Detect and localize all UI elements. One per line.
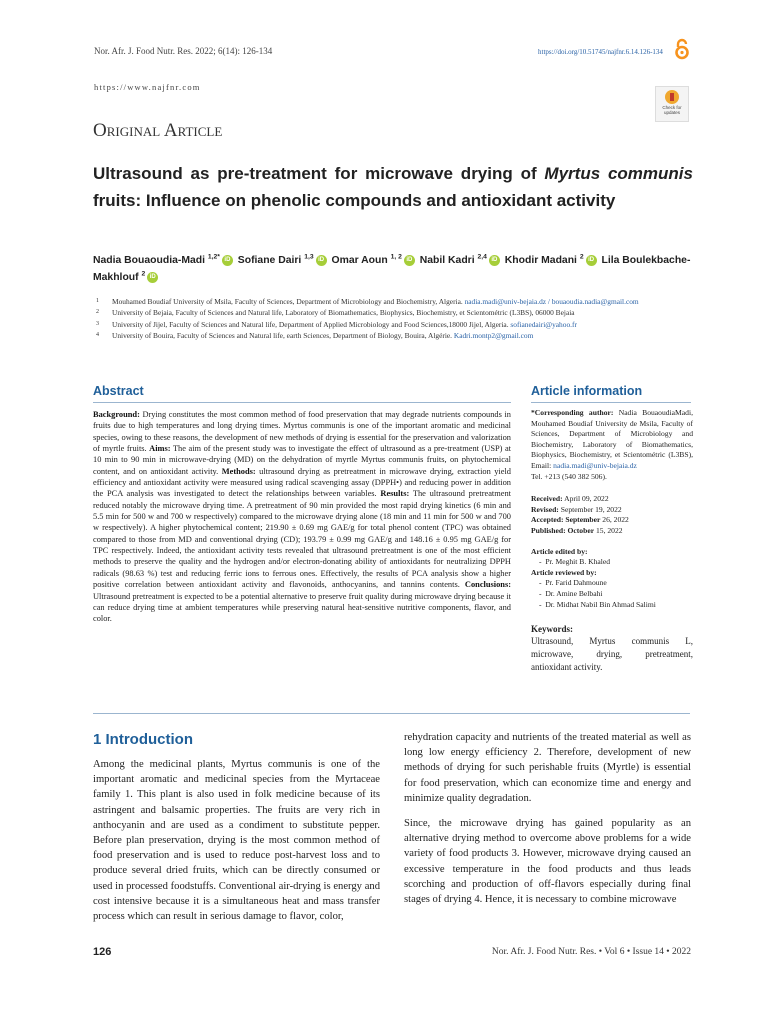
introduction-paragraph: Among the medicinal plants, Myrtus communis is one of the important aromatic and medicinal species from the Myrtaceae family 1. This plant is also used in folk medicine because of its astringent and balsamic properties. The fruits are very rich in anthocyanin and are used as a condiment to substitute pepper. Before plan preservation, drying is the most common method of food preservation and is used to reduce post-harvest loss and to produce several dried fruits, which can be directly consumed or used in processed foodstuffs. Conventional air-drying is energy and cost intensive because it is a simultaneous heat and mass transfer process which can result in serious damage to flavor, color, — [93, 759, 380, 923]
author-name: Khodir Madani — [504, 255, 577, 266]
abstract-background: Drying constitutes the most common method of food preservation that may degrade nutrients compounds in fruits due to high temperatures and long drying times. Myrtus communis is one of the important aromatic and medicinal species, owing to these reasons, the development of new methods of drying is essential for the preservation and valorization of myrtle fruits. — [93, 410, 511, 454]
keywords: Ultrasound, Myrtus communis L, microwave, drying, pretreatment, antioxidant activity. — [531, 635, 693, 672]
reviewer-item: - Pr. Farid Dahmoune — [539, 578, 607, 588]
author-affiliation: 1,3 — [304, 253, 314, 261]
published-date: Published: October 15, 2022 — [531, 525, 623, 535]
article-info-heading: Article information — [531, 384, 643, 398]
check-updates-text-2: updates — [663, 110, 680, 115]
article-info-body — [531, 408, 693, 674]
abstract-heading: Abstract — [93, 384, 144, 398]
author-affiliation: 2 — [579, 253, 584, 261]
author-name: Lila Boulekbache-Makhlouf — [93, 255, 691, 283]
check-updates-icon — [665, 90, 679, 104]
page-number: 126 — [93, 946, 112, 958]
abstract-results: The ultrasound pretreatment reduced notably the microwave drying time. A pretreatment of 90 min provided the most rapid drying kinetics (6 min and 5.5 min for 500 w and 700 w respectively) compared to the microwave drying alone (18 min and 11 min for 500 w and 700 w respectively). A higher phytochemical content; 219.90 ± 0.69 mg GAE/g for total phenol content (TPC) was obtained compared to those from MD and conventional drying (CD); 193.79 ± 0.99 mg GAE/g and 148.16 ± 0.95 mg GAE/g for TPC respectively. Indeed, the antioxidant activity tests revealed that ultrasound pretreatment is one of the most efficient methods to preserve the quality and the hydrogen and/or electron-donating ability of antioxidants for neutralizing DPPH radicals (98.63 %) test and reducing ferric ions to ferrous ones. Effectively, the results of PCA analysis show a higher positive correlation between antioxidant activity and flavonoids, anthocyanins, and tannins contents. — [93, 489, 511, 590]
corresponding-author: *Corresponding author: Nadia BouaoudiaMadi, Mouhamed Boudiaf University de Msila, Faculty of Sciences, Department of Microbiology and Biochemistry, Laboratory of Biomathematics, Biophysics, Biochemistry, et Scientométric (L3BS), Email: nadia.madi@univ-bejaia.dz Tel. +213 (540 382 506). — [531, 408, 693, 481]
check-for-updates-badge[interactable] — [655, 86, 689, 122]
affiliation-item: 4 University of Bouira, Faculty of Sciences and Natural life, earth Sciences, Department of Biology, Bouira, Algérie. Kadri.montp2@gmail.com — [96, 330, 534, 340]
abstract-methods-label: Methods: — [221, 466, 256, 476]
open-access-icon — [674, 38, 690, 60]
abstract-body — [93, 409, 511, 625]
orcid-icon[interactable]: iD — [316, 255, 327, 266]
abstract-methods: ultrasound drying as pretreatment in microwave drying, extraction yield efficiency and antioxidant activity were measured using radical scavenging assay (DPPH•) and reducing power in addition the PCA analysis was investigated to detect the relationships between variables. — [93, 466, 511, 499]
title-part-2: fruits: Influence on phenolic compounds and antioxidant activity — [93, 191, 616, 210]
title-part-1: Ultrasound as pre-treatment for microwave drying of — [93, 164, 545, 183]
abstract-results-label: Results: — [380, 489, 410, 499]
author-name: Omar Aoun — [331, 255, 388, 266]
affiliation-list — [96, 296, 706, 341]
abstract-aims-label: Aims: — [149, 444, 171, 454]
abstract-aims: The aim of the present study was to investigate the effect of ultrasound as a pre-treatment (USP) at 10 min to 90 min in microwave-drying (MD) on the dehydration of myrtle Myrtus communis fruits, on phytochemical content, and on antioxidant activity. — [93, 444, 511, 476]
orcid-icon[interactable]: iD — [147, 272, 158, 283]
affiliation-item: 2 University of Bejaia, Faculty of Sciences and Natural life, Laboratory of Biomathematics, Biophysics, Biochemistry, et Scientométric (L3BS), 06000 Bejaia — [96, 308, 575, 318]
introduction-heading: 1 Introduction — [93, 731, 193, 748]
affiliation-email[interactable]: nadia.madi@univ-bejaia.dz / bouaoudia.nadia@gmail.com — [462, 297, 639, 306]
reviewer-item: - Dr. Midhat Nabil Bin Ahmad Salimi — [539, 599, 656, 609]
affiliation-email[interactable]: Kadri.montp2@gmail.com — [452, 330, 534, 340]
orcid-icon[interactable]: iD — [222, 255, 233, 266]
received-date: Received: April 09, 2022 — [531, 494, 609, 504]
edited-by-label: Article edited by: — [531, 546, 588, 556]
article-title — [93, 160, 693, 214]
orcid-icon[interactable]: iD — [404, 255, 415, 266]
keywords-label: Keywords: — [531, 624, 573, 635]
journal-website[interactable]: https://www.najfnr.com — [94, 82, 201, 92]
introduction-right-column — [404, 730, 691, 917]
journal-reference: Nor. Afr. J. Food Nutr. Res. 2022; 6(14): 126-134 — [94, 46, 273, 56]
reviewer-item: - Dr. Amine Belbahi — [539, 588, 603, 598]
doi-link[interactable]: https://doi.org/10.51745/najfnr.6.14.126-134 — [538, 48, 663, 56]
corresponding-email[interactable]: nadia.madi@univ-bejaia.dz — [553, 460, 637, 470]
orcid-icon[interactable]: iD — [489, 255, 500, 266]
orcid-icon[interactable]: iD — [586, 255, 597, 266]
section-divider — [93, 713, 690, 714]
article-info-rule — [531, 402, 691, 403]
footer-journal-issue: Nor. Afr. J. Food Nutr. Res. • Vol 6 • Issue 14 • 2022 — [491, 947, 691, 957]
author-affiliation: 2,4 — [477, 253, 487, 261]
accepted-date: Accepted: September 26, 2022 — [531, 515, 629, 525]
check-updates-text-1: Check for — [662, 105, 682, 110]
editor-item: - Pr. Meghit B. Khaled — [539, 557, 611, 567]
title-species: Myrtus communis — [544, 164, 693, 183]
revised-date: Revised: September 19, 2022 — [531, 504, 622, 514]
author-affiliation: 1, 2 — [390, 253, 402, 261]
author-name: Nabil Kadri — [419, 255, 475, 266]
author-affiliation: 2 — [141, 270, 146, 278]
author-list — [93, 252, 698, 286]
introduction-paragraph: Since, the microwave drying has gained popularity as an alternative drying method to overcome above problems for a wide variety of food products 3. However, microwave drying caused an excessive temperature in the food products and thus leads scorching and production of off-flavors especially during final stages of drying 4. Hence, it is necessary to combine microwave — [404, 818, 691, 906]
introduction-left-column — [93, 757, 380, 934]
article-type: Original Article — [93, 120, 223, 141]
affiliation-email[interactable]: sofianedairi@yahoo.fr — [508, 319, 577, 329]
author-name: Nadia Bouaoudia-Madi — [93, 255, 205, 266]
affiliation-item: 1 Mouhamed Boudiaf University of Msila, Faculty of Sciences, Department of Microbiology and Biochemistry, Algeria. nadia.madi@univ-bejaia.dz / bouaoudia.nadia@gmail.com — [96, 297, 639, 306]
abstract-conclusions-label: Conclusions: — [464, 580, 511, 590]
abstract-rule — [93, 402, 511, 403]
introduction-paragraph: rehydration capacity and nutrients of the treated material as well as long low energy efficiency 2. Therefore, development of new methods of drying for such perishable fruits (Myrtle) is essential for food preservation, which can economize time and energy and minimize quality degradation. — [404, 732, 691, 804]
author-name: Sofiane Dairi — [237, 255, 302, 266]
affiliation-item: 3 University of Jijel, Faculty of Sciences and Natural life, Department of Applied Microbiology and Food Sciences,18000 Jijel, Algeria. sofianedairi@yahoo.fr — [96, 319, 577, 329]
abstract-conclusions: Ultrasound pretreatment is expected to be a potential alternative to preserve fruit quality during microwave drying because it can reduce drying time at ambient temperatures while preserving natural heat-sensitive nutritive components, flavor, and color. — [93, 591, 511, 624]
abstract-background-label: Background: — [93, 410, 140, 419]
author-affiliation: 1,2* — [207, 253, 220, 261]
reviewed-by-label: Article reviewed by: — [531, 567, 597, 577]
